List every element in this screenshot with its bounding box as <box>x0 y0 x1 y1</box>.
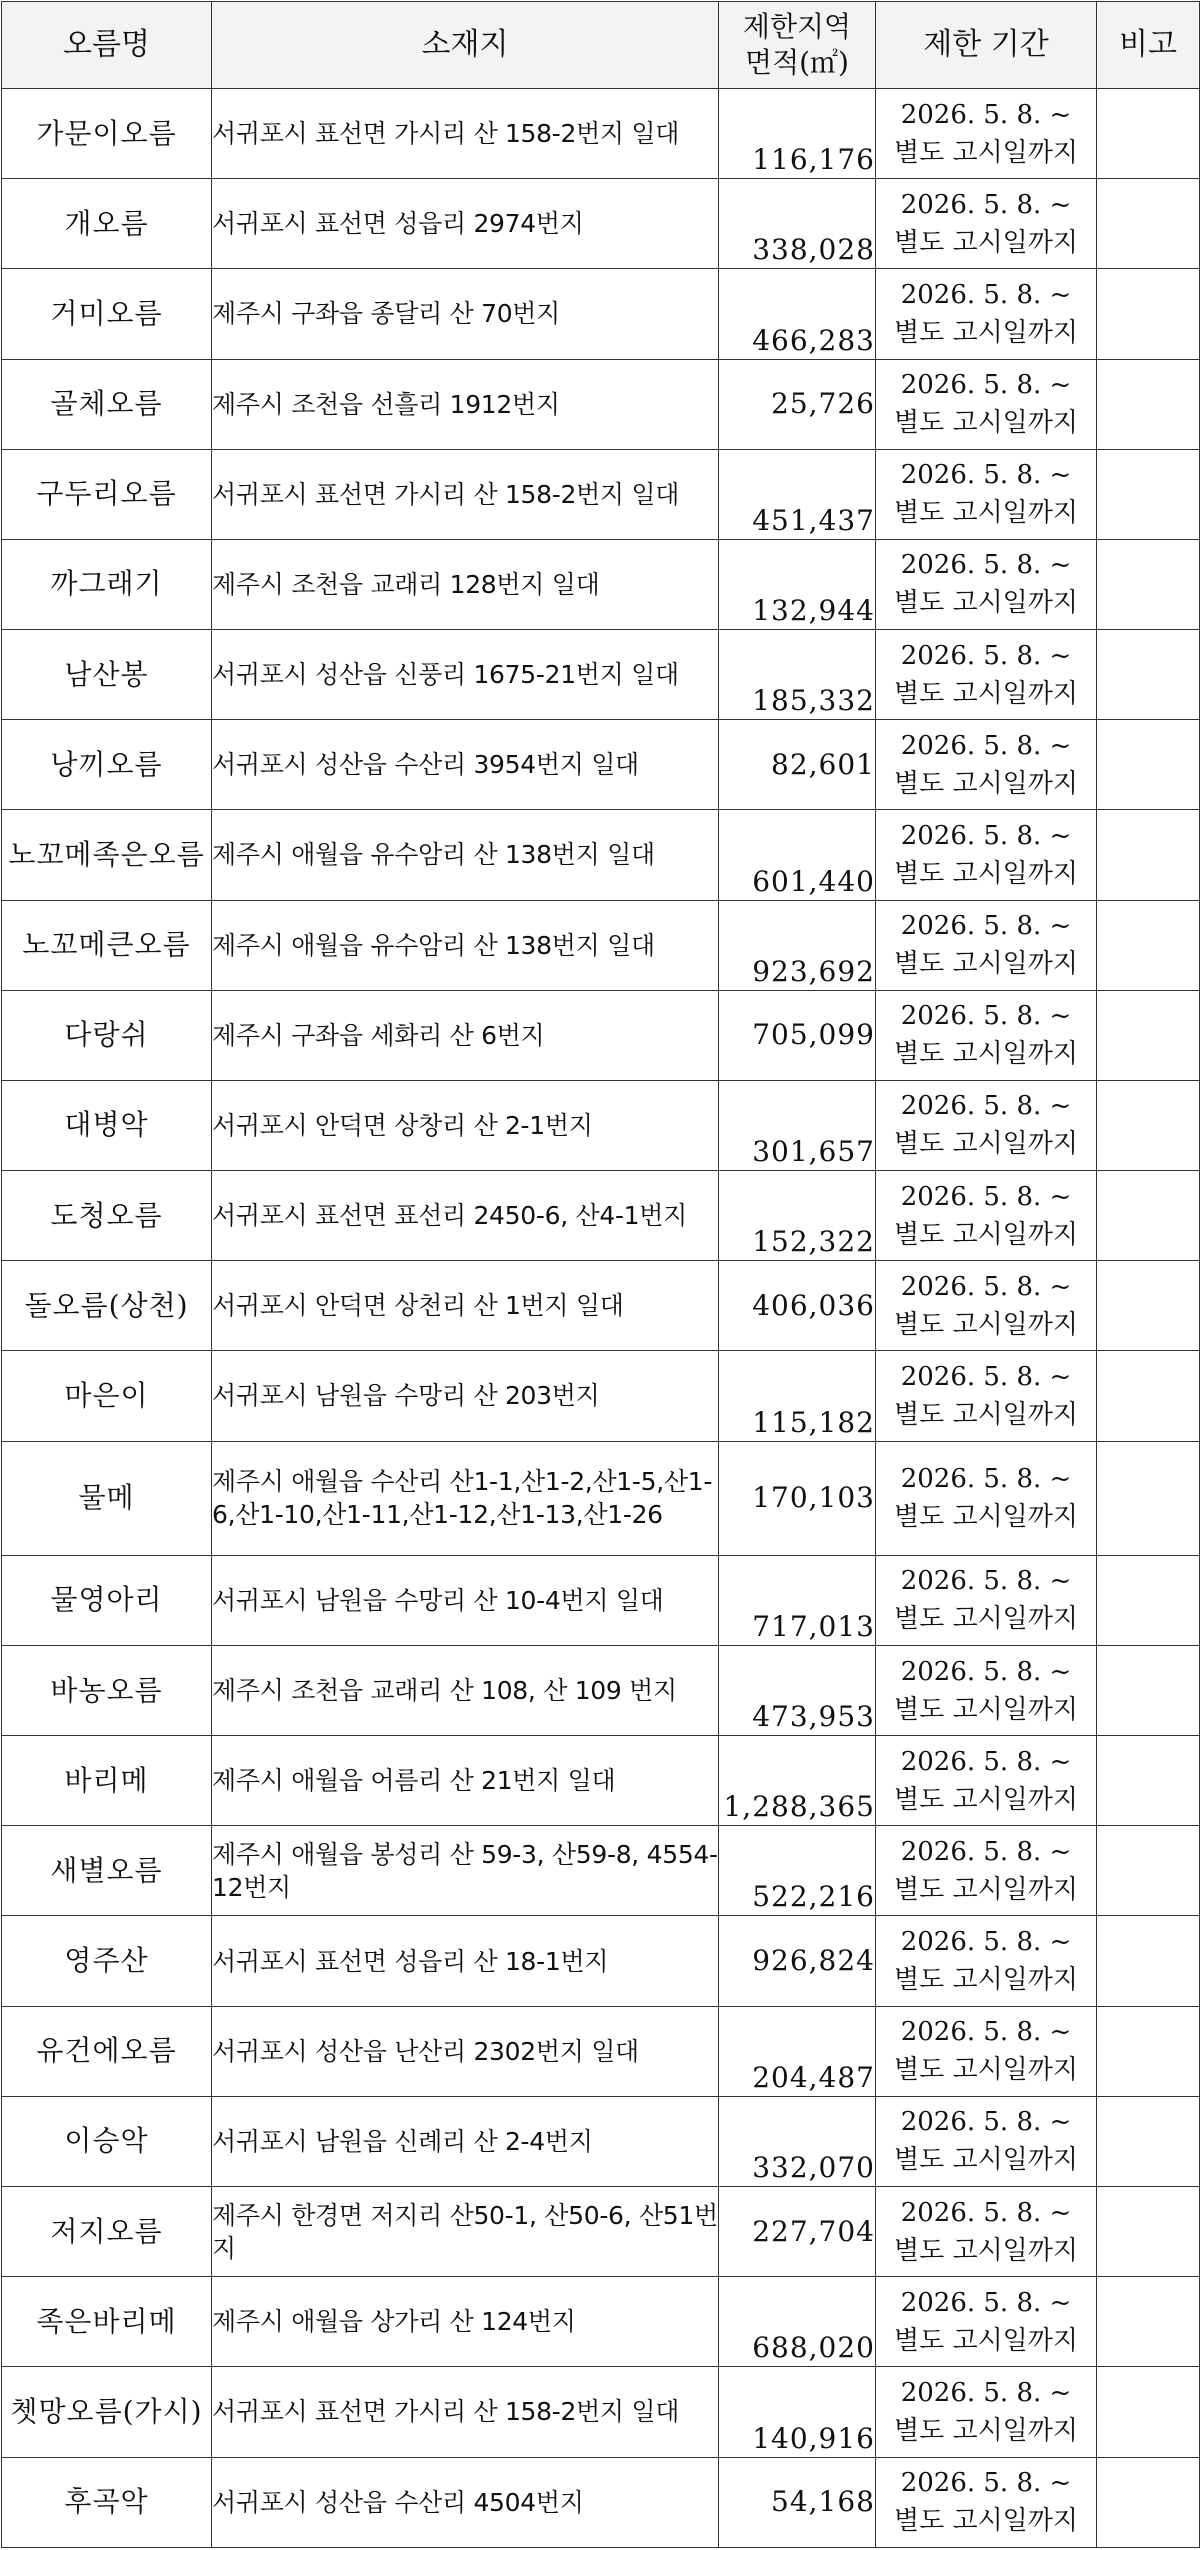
location-cell: 제주시 애월읍 수산리 산1-1,산1-2,산1-5,산1-6,산1-10,산1-11,산1-12,산1-13,산1-26 <box>212 1441 719 1555</box>
area-cell: 466,283 <box>719 269 876 359</box>
location-cell: 서귀포시 성산읍 수산리 4504번지 <box>212 2457 719 2547</box>
location-cell: 서귀포시 안덕면 상창리 산 2-1번지 <box>212 1080 719 1170</box>
table-row <box>2 1555 1200 1645</box>
area-cell: 170,103 <box>719 1441 876 1555</box>
area-cell: 926,824 <box>719 1916 876 2006</box>
area-cell: 140,916 <box>719 2367 876 2457</box>
area-cell: 115,182 <box>719 1351 876 1441</box>
table-row <box>2 1261 1200 1351</box>
period-start: 2026. 5. 8. ~ <box>900 1927 1072 1958</box>
period-end: 별도 고시일까지 <box>893 588 1079 619</box>
period-cell <box>876 2277 1097 2367</box>
oreum-name-cell: 돌오름(상천) <box>2 1261 212 1351</box>
table-row <box>2 720 1200 810</box>
location-cell: 서귀포시 표선면 가시리 산 158-2번지 일대 <box>212 2367 719 2457</box>
oreum-name-cell: 유건에오름 <box>2 2006 212 2096</box>
location-cell: 제주시 조천읍 교래리 128번지 일대 <box>212 539 719 629</box>
table-row <box>2 1736 1200 1826</box>
oreum-name-cell: 다랑쉬 <box>2 990 212 1080</box>
area-cell: 301,657 <box>719 1080 876 1170</box>
note-cell <box>1097 1441 1200 1555</box>
period-cell <box>876 269 1097 359</box>
header-period: 제한 기간 <box>876 2 1097 89</box>
table-row <box>2 359 1200 449</box>
oreum-name-cell: 마은이 <box>2 1351 212 1441</box>
period-end: 별도 고시일까지 <box>893 949 1079 980</box>
period-end: 별도 고시일까지 <box>893 2145 1079 2176</box>
note-cell <box>1097 1736 1200 1826</box>
area-cell: 406,036 <box>719 1261 876 1351</box>
period-cell <box>876 1171 1097 1261</box>
period-end: 별도 고시일까지 <box>893 1965 1079 1996</box>
period-end: 별도 고시일까지 <box>893 2055 1079 2086</box>
period-start: 2026. 5. 8. ~ <box>900 1001 1072 1032</box>
oreum-name-cell: 족은바리메 <box>2 2277 212 2367</box>
table-row <box>2 1916 1200 2006</box>
period-end: 별도 고시일까지 <box>893 498 1079 529</box>
oreum-name-cell: 물영아리 <box>2 1555 212 1645</box>
location-cell: 서귀포시 성산읍 수산리 3954번지 일대 <box>212 720 719 810</box>
location-cell: 제주시 애월읍 상가리 산 124번지 <box>212 2277 719 2367</box>
period-start: 2026. 5. 8. ~ <box>900 640 1072 671</box>
area-cell: 338,028 <box>719 179 876 269</box>
location-cell: 제주시 구좌읍 세화리 산 6번지 <box>212 990 719 1080</box>
period-end: 별도 고시일까지 <box>893 2506 1079 2537</box>
note-cell <box>1097 810 1200 900</box>
location-cell: 서귀포시 표선면 표선리 2450-6, 산4-1번지 <box>212 1171 719 1261</box>
period-start: 2026. 5. 8. ~ <box>900 1656 1072 1687</box>
period-cell <box>876 2096 1097 2186</box>
note-cell <box>1097 2457 1200 2547</box>
header-area <box>719 2 876 89</box>
oreum-name-cell: 저지오름 <box>2 2187 212 2277</box>
table-row <box>2 1171 1200 1261</box>
period-cell <box>876 179 1097 269</box>
table-row <box>2 89 1200 179</box>
period-end: 별도 고시일까지 <box>893 1874 1079 1905</box>
period-start: 2026. 5. 8. ~ <box>900 1181 1072 1212</box>
period-start: 2026. 5. 8. ~ <box>900 1836 1072 1867</box>
period-end: 별도 고시일까지 <box>893 1604 1079 1635</box>
oreum-name-cell: 새별오름 <box>2 1826 212 1916</box>
header-location: 소재지 <box>212 2 719 89</box>
period-cell <box>876 720 1097 810</box>
note-cell <box>1097 2096 1200 2186</box>
period-end: 별도 고시일까지 <box>893 768 1079 799</box>
table-row <box>2 1645 1200 1735</box>
period-start: 2026. 5. 8. ~ <box>900 2197 1072 2228</box>
period-cell <box>876 1351 1097 1441</box>
period-cell <box>876 359 1097 449</box>
period-cell <box>876 2006 1097 2096</box>
location-cell: 제주시 애월읍 어름리 산 21번지 일대 <box>212 1736 719 1826</box>
location-cell: 서귀포시 남원읍 신례리 산 2-4번지 <box>212 2096 719 2186</box>
oreum-name-cell: 노꼬메큰오름 <box>2 900 212 990</box>
period-start: 2026. 5. 8. ~ <box>900 1566 1072 1597</box>
oreum-name-cell: 개오름 <box>2 179 212 269</box>
oreum-name-cell: 대병악 <box>2 1080 212 1170</box>
note-cell <box>1097 179 1200 269</box>
period-start: 2026. 5. 8. ~ <box>900 1464 1072 1495</box>
period-start: 2026. 5. 8. ~ <box>900 189 1072 220</box>
table-row <box>2 1351 1200 1441</box>
table-row <box>2 2457 1200 2547</box>
period-start: 2026. 5. 8. ~ <box>900 1361 1072 1392</box>
period-cell <box>876 630 1097 720</box>
oreum-name-cell: 까그래기 <box>2 539 212 629</box>
note-cell <box>1097 1080 1200 1170</box>
location-cell: 제주시 구좌읍 종달리 산 70번지 <box>212 269 719 359</box>
period-start: 2026. 5. 8. ~ <box>900 911 1072 942</box>
period-cell <box>876 900 1097 990</box>
table-row <box>2 2277 1200 2367</box>
location-cell: 서귀포시 안덕면 상천리 산 1번지 일대 <box>212 1261 719 1351</box>
area-cell: 54,168 <box>719 2457 876 2547</box>
table-row <box>2 810 1200 900</box>
area-cell: 152,322 <box>719 1171 876 1261</box>
oreum-name-cell: 이승악 <box>2 2096 212 2186</box>
location-cell: 서귀포시 성산읍 신풍리 1675-21번지 일대 <box>212 630 719 720</box>
header-note: 비고 <box>1097 2 1200 89</box>
location-cell: 제주시 조천읍 선흘리 1912번지 <box>212 359 719 449</box>
period-cell <box>876 2457 1097 2547</box>
note-cell <box>1097 89 1200 179</box>
oreum-name-cell: 바리메 <box>2 1736 212 1826</box>
table-row <box>2 449 1200 539</box>
table-row <box>2 539 1200 629</box>
note-cell <box>1097 2006 1200 2096</box>
period-start: 2026. 5. 8. ~ <box>900 2107 1072 2138</box>
note-cell <box>1097 1261 1200 1351</box>
period-cell <box>876 449 1097 539</box>
location-cell: 제주시 애월읍 유수암리 산 138번지 일대 <box>212 810 719 900</box>
period-start: 2026. 5. 8. ~ <box>900 460 1072 491</box>
table-row <box>2 1441 1200 1555</box>
table-row <box>2 179 1200 269</box>
table-row <box>2 990 1200 1080</box>
table-header <box>2 2 1200 89</box>
note-cell <box>1097 720 1200 810</box>
period-end: 별도 고시일까지 <box>893 2235 1079 2266</box>
oreum-name-cell: 물메 <box>2 1441 212 1555</box>
location-cell: 제주시 애월읍 유수암리 산 138번지 일대 <box>212 900 719 990</box>
table-row <box>2 2006 1200 2096</box>
note-cell <box>1097 1171 1200 1261</box>
period-cell <box>876 2367 1097 2457</box>
oreum-name-cell: 낭끼오름 <box>2 720 212 810</box>
oreum-name-cell: 바농오름 <box>2 1645 212 1735</box>
area-cell: 25,726 <box>719 359 876 449</box>
area-cell: 1,288,365 <box>719 1736 876 1826</box>
note-cell <box>1097 630 1200 720</box>
period-end: 별도 고시일까지 <box>893 137 1079 168</box>
table-row <box>2 1826 1200 1916</box>
location-cell: 서귀포시 표선면 성읍리 산 18-1번지 <box>212 1916 719 2006</box>
note-cell <box>1097 1916 1200 2006</box>
table-row <box>2 1080 1200 1170</box>
table-body <box>2 89 1200 2548</box>
note-cell <box>1097 1645 1200 1735</box>
note-cell <box>1097 539 1200 629</box>
note-cell <box>1097 990 1200 1080</box>
note-cell <box>1097 449 1200 539</box>
area-cell: 923,692 <box>719 900 876 990</box>
location-cell: 서귀포시 표선면 가시리 산 158-2번지 일대 <box>212 89 719 179</box>
period-start: 2026. 5. 8. ~ <box>900 730 1072 761</box>
area-cell: 82,601 <box>719 720 876 810</box>
period-cell <box>876 539 1097 629</box>
area-cell: 204,487 <box>719 2006 876 2096</box>
oreum-name-cell: 남산봉 <box>2 630 212 720</box>
location-cell: 서귀포시 남원읍 수망리 산 10-4번지 일대 <box>212 1555 719 1645</box>
area-cell: 473,953 <box>719 1645 876 1735</box>
period-start: 2026. 5. 8. ~ <box>900 1271 1072 1302</box>
area-cell: 688,020 <box>719 2277 876 2367</box>
period-start: 2026. 5. 8. ~ <box>900 1746 1072 1777</box>
period-end: 별도 고시일까지 <box>893 1694 1079 1725</box>
table-row <box>2 630 1200 720</box>
period-cell <box>876 1555 1097 1645</box>
header-name: 오름명 <box>2 2 212 89</box>
period-cell <box>876 1736 1097 1826</box>
period-end: 별도 고시일까지 <box>893 317 1079 348</box>
period-cell <box>876 1080 1097 1170</box>
period-start: 2026. 5. 8. ~ <box>900 279 1072 310</box>
note-cell <box>1097 1555 1200 1645</box>
note-cell <box>1097 2277 1200 2367</box>
note-cell <box>1097 1351 1200 1441</box>
area-cell: 332,070 <box>719 2096 876 2186</box>
period-start: 2026. 5. 8. ~ <box>900 1091 1072 1122</box>
period-cell <box>876 1261 1097 1351</box>
period-start: 2026. 5. 8. ~ <box>900 2377 1072 2408</box>
area-cell: 717,013 <box>719 1555 876 1645</box>
area-cell: 132,944 <box>719 539 876 629</box>
period-end: 별도 고시일까지 <box>893 858 1079 889</box>
note-cell <box>1097 900 1200 990</box>
oreum-name-cell: 후곡악 <box>2 2457 212 2547</box>
oreum-name-cell: 영주산 <box>2 1916 212 2006</box>
period-end: 별도 고시일까지 <box>893 2415 1079 2446</box>
header-area-line2: 면적(㎡) <box>745 46 849 79</box>
oreum-name-cell: 거미오름 <box>2 269 212 359</box>
area-cell: 451,437 <box>719 449 876 539</box>
period-start: 2026. 5. 8. ~ <box>900 2468 1072 2499</box>
restriction-table <box>1 1 1200 2548</box>
table-row <box>2 900 1200 990</box>
period-end: 별도 고시일까지 <box>893 1309 1079 1340</box>
period-cell <box>876 1826 1097 1916</box>
period-end: 별도 고시일까지 <box>893 678 1079 709</box>
period-start: 2026. 5. 8. ~ <box>900 550 1072 581</box>
location-cell: 서귀포시 표선면 가시리 산 158-2번지 일대 <box>212 449 719 539</box>
area-cell: 227,704 <box>719 2187 876 2277</box>
oreum-name-cell: 구두리오름 <box>2 449 212 539</box>
period-start: 2026. 5. 8. ~ <box>900 2287 1072 2318</box>
table-row <box>2 269 1200 359</box>
header-row <box>2 2 1200 89</box>
period-end: 별도 고시일까지 <box>893 1502 1079 1533</box>
area-cell: 116,176 <box>719 89 876 179</box>
note-cell <box>1097 2187 1200 2277</box>
period-end: 별도 고시일까지 <box>893 1784 1079 1815</box>
oreum-name-cell: 가문이오름 <box>2 89 212 179</box>
oreum-name-cell: 쳇망오름(가시) <box>2 2367 212 2457</box>
period-end: 별도 고시일까지 <box>893 1219 1079 1250</box>
period-cell <box>876 1441 1097 1555</box>
location-cell: 서귀포시 남원읍 수망리 산 203번지 <box>212 1351 719 1441</box>
period-end: 별도 고시일까지 <box>893 408 1079 439</box>
location-cell: 서귀포시 성산읍 난산리 2302번지 일대 <box>212 2006 719 2096</box>
area-cell: 522,216 <box>719 1826 876 1916</box>
note-cell <box>1097 269 1200 359</box>
oreum-name-cell: 도청오름 <box>2 1171 212 1261</box>
area-cell: 185,332 <box>719 630 876 720</box>
area-cell: 601,440 <box>719 810 876 900</box>
note-cell <box>1097 359 1200 449</box>
table-row <box>2 2187 1200 2277</box>
period-cell <box>876 810 1097 900</box>
period-end: 별도 고시일까지 <box>893 227 1079 258</box>
location-cell: 서귀포시 표선면 성읍리 2974번지 <box>212 179 719 269</box>
period-end: 별도 고시일까지 <box>893 1399 1079 1430</box>
period-end: 별도 고시일까지 <box>893 1129 1079 1160</box>
table-row <box>2 2367 1200 2457</box>
note-cell <box>1097 1826 1200 1916</box>
period-start: 2026. 5. 8. ~ <box>900 2017 1072 2048</box>
area-cell: 705,099 <box>719 990 876 1080</box>
location-cell: 제주시 한경면 저지리 산50-1, 산50-6, 산51번지 <box>212 2187 719 2277</box>
period-start: 2026. 5. 8. ~ <box>900 370 1072 401</box>
period-cell <box>876 89 1097 179</box>
period-start: 2026. 5. 8. ~ <box>900 99 1072 130</box>
period-end: 별도 고시일까지 <box>893 1039 1079 1070</box>
period-cell <box>876 2187 1097 2277</box>
period-start: 2026. 5. 8. ~ <box>900 820 1072 851</box>
oreum-name-cell: 노꼬메족은오름 <box>2 810 212 900</box>
location-cell: 제주시 애월읍 봉성리 산 59-3, 산59-8, 4554-12번지 <box>212 1826 719 1916</box>
location-cell: 제주시 조천읍 교래리 산 108, 산 109 번지 <box>212 1645 719 1735</box>
period-cell <box>876 1645 1097 1735</box>
period-cell <box>876 990 1097 1080</box>
header-area-line1: 제한지역 <box>742 10 852 43</box>
note-cell <box>1097 2367 1200 2457</box>
oreum-name-cell: 골체오름 <box>2 359 212 449</box>
period-cell <box>876 1916 1097 2006</box>
period-end: 별도 고시일까지 <box>893 2325 1079 2356</box>
table-row <box>2 2096 1200 2186</box>
